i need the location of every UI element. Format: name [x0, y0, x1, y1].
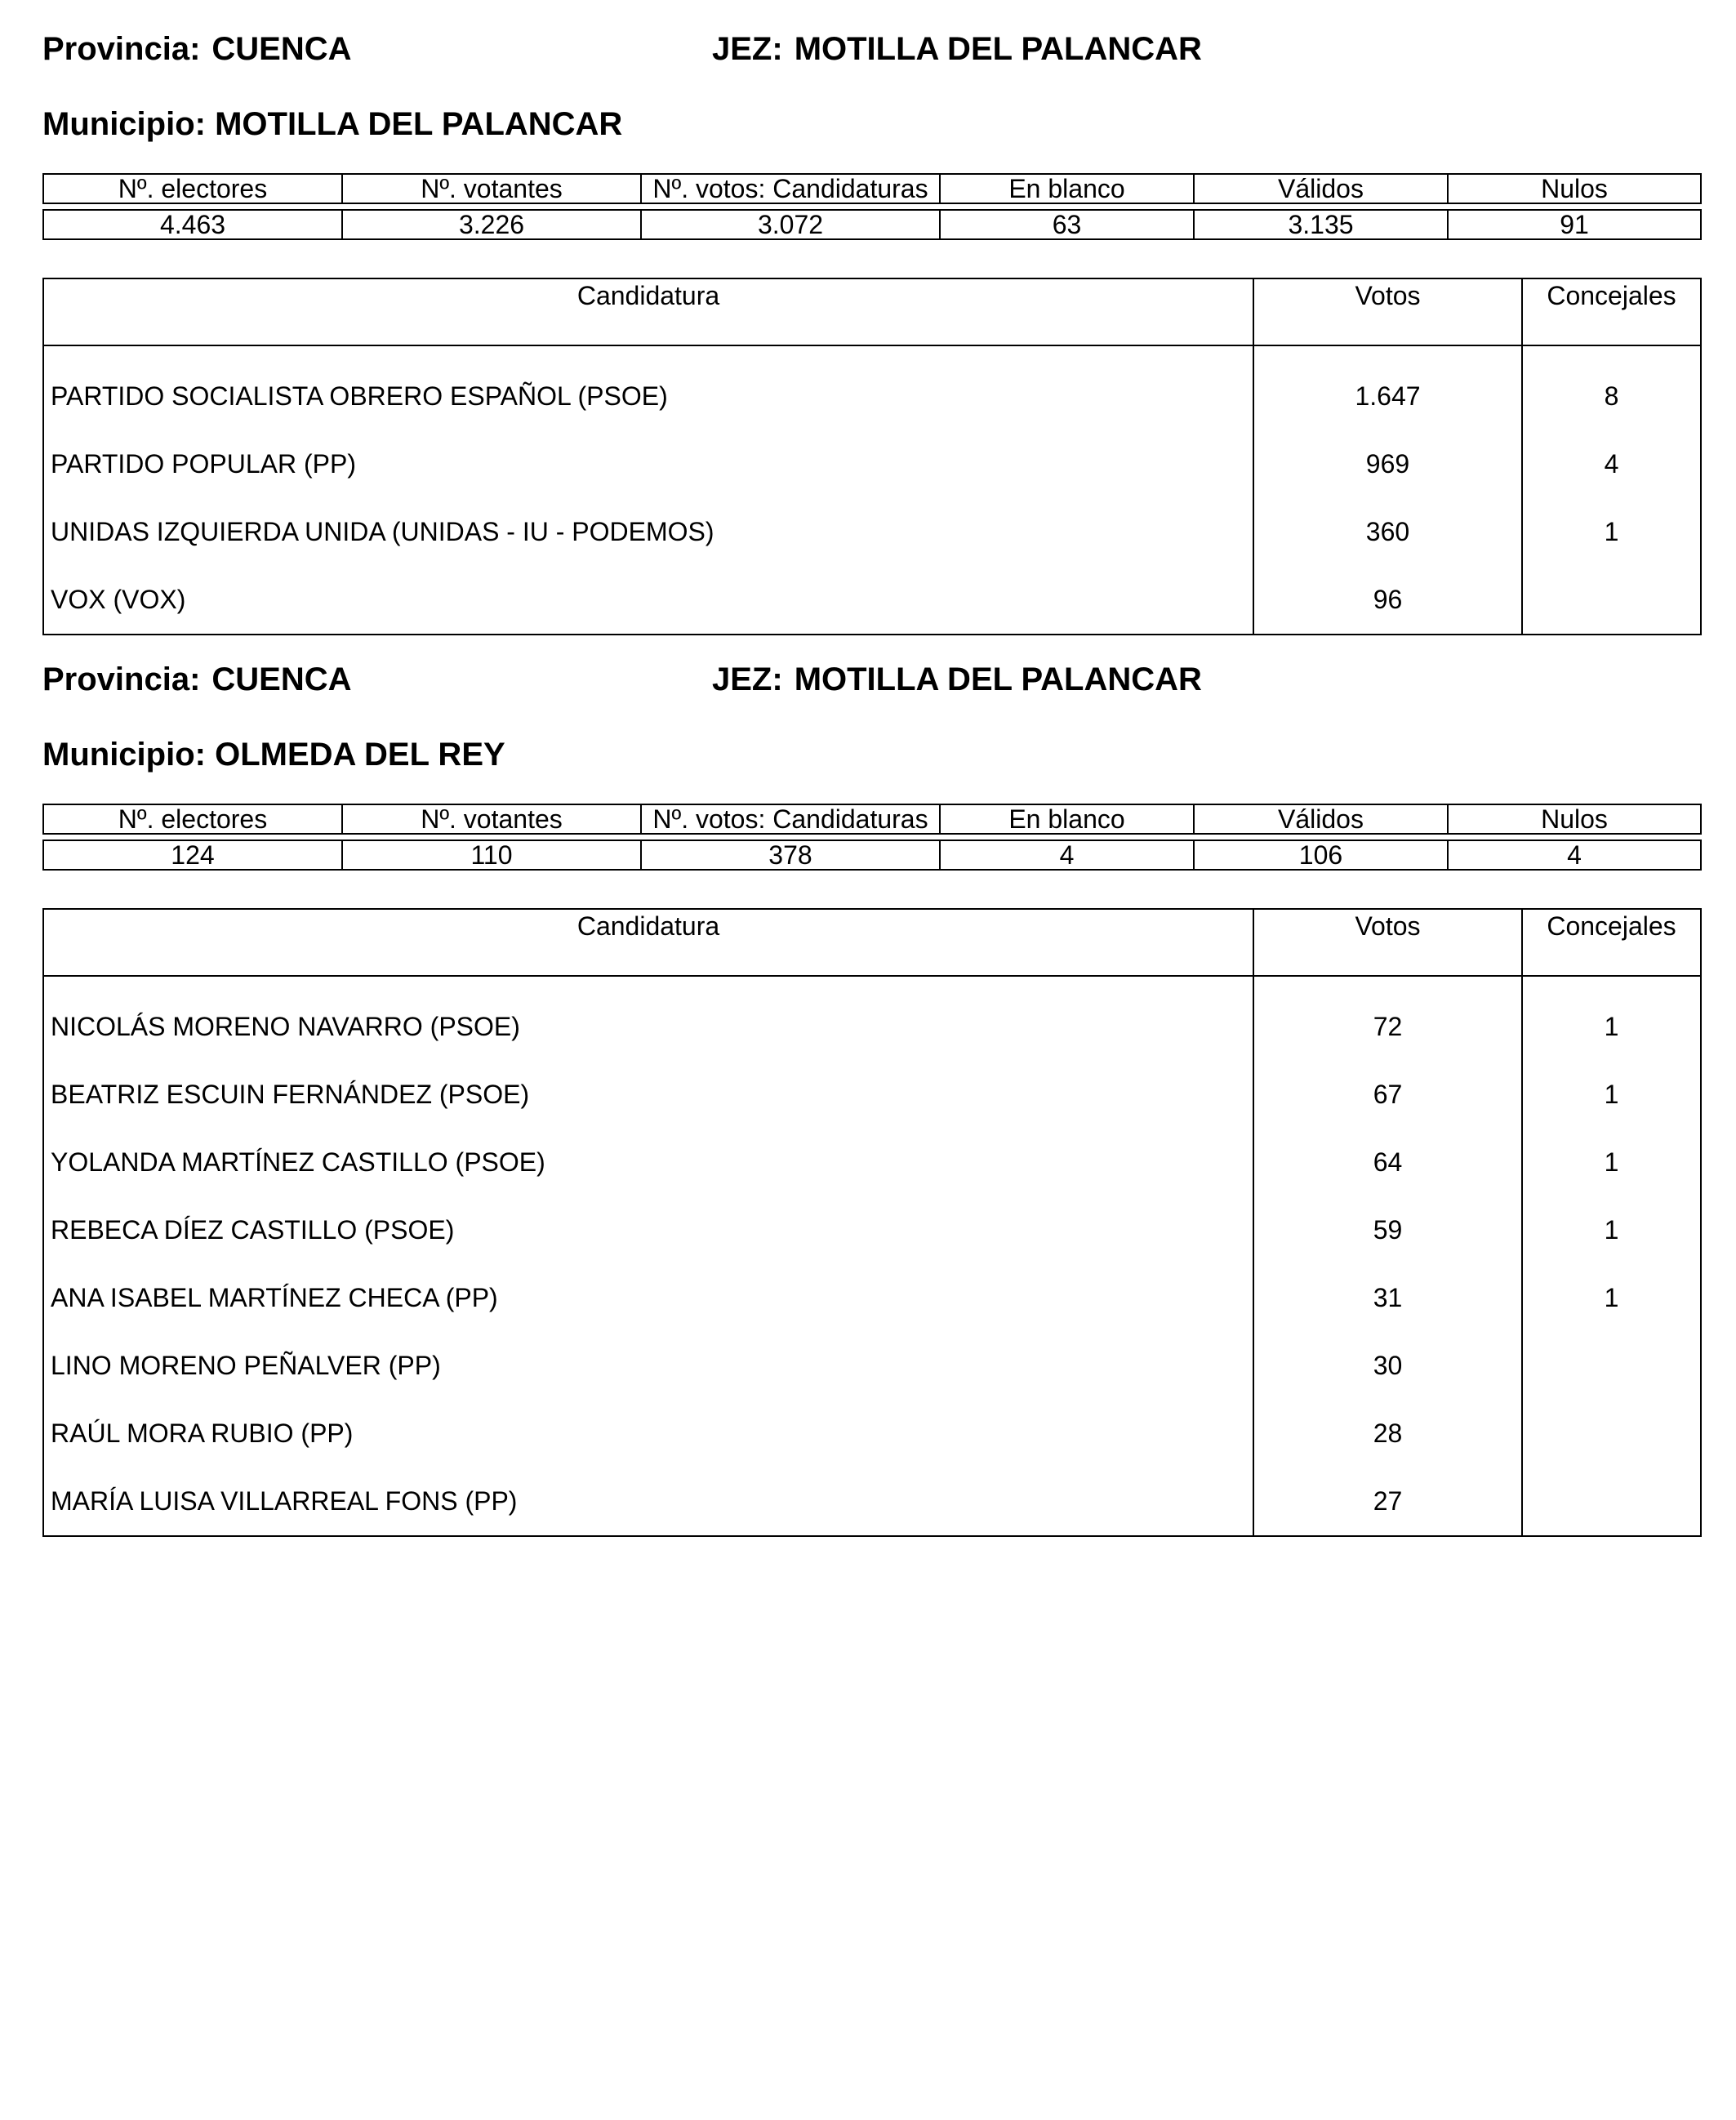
candidate-votes: 27 — [1253, 1468, 1522, 1536]
header-electores: Nº. electores — [43, 174, 342, 203]
candidate-name: YOLANDA MARTÍNEZ CASTILLO (PSOE) — [43, 1129, 1253, 1196]
header-nulos: Nulos — [1448, 804, 1701, 834]
value-nulos: 4 — [1448, 840, 1701, 870]
candidate-seats — [1522, 566, 1701, 635]
municipio-value: OLMEDA DEL REY — [215, 737, 505, 773]
candidate-votes: 360 — [1253, 498, 1522, 566]
candidate-votes: 969 — [1253, 430, 1522, 498]
table-row — [43, 1061, 1701, 1129]
candidate-name: MARÍA LUISA VILLARREAL FONS (PP) — [43, 1468, 1253, 1536]
candidate-name: UNIDAS IZQUIERDA UNIDA (UNIDAS - IU - PODEMOS) — [43, 498, 1253, 566]
header-votos-candidaturas: Nº. votos: Candidaturas — [641, 804, 940, 834]
header-votantes: Nº. votantes — [342, 804, 641, 834]
provincia-label: Provincia: — [42, 661, 201, 697]
value-votos-candidaturas: 378 — [641, 840, 940, 870]
turnout-values-row — [43, 840, 1701, 870]
table-row — [43, 1129, 1701, 1196]
header-votos-candidaturas: Nº. votos: Candidaturas — [641, 174, 940, 203]
value-validos: 3.135 — [1194, 210, 1448, 239]
candidate-seats: 8 — [1522, 363, 1701, 430]
header-nulos: Nulos — [1448, 174, 1701, 203]
jez-heading — [712, 663, 1202, 696]
value-en-blanco: 63 — [940, 210, 1194, 239]
header-votantes: Nº. votantes — [342, 174, 641, 203]
header-validos: Válidos — [1194, 804, 1448, 834]
table-row — [43, 566, 1701, 635]
header-electores: Nº. electores — [43, 804, 342, 834]
municipio-label: Municipio: — [42, 106, 206, 142]
value-electores: 124 — [43, 840, 342, 870]
candidate-seats: 1 — [1522, 1061, 1701, 1129]
candidate-votes: 67 — [1253, 1061, 1522, 1129]
turnout-table — [42, 173, 1702, 240]
header-candidatura: Candidatura — [43, 278, 1253, 345]
results-header-row — [43, 278, 1701, 345]
candidate-name: ANA ISABEL MARTÍNEZ CHECA (PP) — [43, 1264, 1253, 1332]
value-en-blanco: 4 — [940, 840, 1194, 870]
table-row — [43, 993, 1701, 1061]
candidate-votes: 64 — [1253, 1129, 1522, 1196]
candidate-votes: 28 — [1253, 1400, 1522, 1468]
table-row — [43, 1196, 1701, 1264]
candidate-name: LINO MORENO PEÑALVER (PP) — [43, 1332, 1253, 1400]
jez-label: JEZ: — [712, 31, 783, 67]
jez-value: MOTILLA DEL PALANCAR — [794, 661, 1202, 697]
municipio-heading — [42, 108, 622, 140]
candidate-name: REBECA DÍEZ CASTILLO (PSOE) — [43, 1196, 1253, 1264]
candidate-name: VOX (VOX) — [43, 566, 1253, 635]
section-motilla-del-palancar — [42, 29, 1700, 617]
value-votantes: 110 — [342, 840, 641, 870]
value-validos: 106 — [1194, 840, 1448, 870]
results-header-row — [43, 909, 1701, 976]
candidate-seats: 1 — [1522, 1129, 1701, 1196]
value-votos-candidaturas: 3.072 — [641, 210, 940, 239]
turnout-header-row — [43, 804, 1701, 834]
table-row — [43, 1400, 1701, 1468]
municipio-label: Municipio: — [42, 737, 206, 773]
provincia-value: CUENCA — [211, 661, 352, 697]
table-row — [43, 1264, 1701, 1332]
jez-heading — [712, 33, 1202, 65]
candidate-name: NICOLÁS MORENO NAVARRO (PSOE) — [43, 993, 1253, 1061]
candidate-votes: 96 — [1253, 566, 1522, 635]
header-validos: Válidos — [1194, 174, 1448, 203]
table-row — [43, 498, 1701, 566]
candidate-seats: 1 — [1522, 993, 1701, 1061]
municipio-heading — [42, 738, 505, 771]
candidate-seats: 1 — [1522, 1196, 1701, 1264]
candidate-name: PARTIDO SOCIALISTA OBRERO ESPAÑOL (PSOE) — [43, 363, 1253, 430]
candidate-seats: 4 — [1522, 430, 1701, 498]
turnout-values-row — [43, 210, 1701, 239]
candidate-seats — [1522, 1468, 1701, 1536]
provincia-label: Provincia: — [42, 31, 201, 67]
value-votantes: 3.226 — [342, 210, 641, 239]
table-row — [43, 1332, 1701, 1400]
results-table — [42, 278, 1702, 635]
candidate-name: BEATRIZ ESCUIN FERNÁNDEZ (PSOE) — [43, 1061, 1253, 1129]
jez-label: JEZ: — [712, 661, 783, 697]
header-votos: Votos — [1253, 278, 1522, 345]
candidate-seats: 1 — [1522, 498, 1701, 566]
header-en-blanco: En blanco — [940, 174, 1194, 203]
table-row — [43, 1468, 1701, 1536]
results-table — [42, 908, 1702, 1537]
section-olmeda-del-rey — [42, 660, 1700, 1558]
value-electores: 4.463 — [43, 210, 342, 239]
jez-value: MOTILLA DEL PALANCAR — [794, 31, 1202, 67]
municipio-value: MOTILLA DEL PALANCAR — [215, 106, 623, 142]
candidate-votes: 30 — [1253, 1332, 1522, 1400]
turnout-header-row — [43, 174, 1701, 203]
header-votos: Votos — [1253, 909, 1522, 976]
header-concejales: Concejales — [1522, 278, 1701, 345]
table-row — [43, 363, 1701, 430]
candidate-seats — [1522, 1332, 1701, 1400]
candidate-votes: 31 — [1253, 1264, 1522, 1332]
candidate-votes: 59 — [1253, 1196, 1522, 1264]
value-nulos: 91 — [1448, 210, 1701, 239]
provincia-value: CUENCA — [211, 31, 352, 67]
header-en-blanco: En blanco — [940, 804, 1194, 834]
turnout-table — [42, 804, 1702, 871]
header-candidatura: Candidatura — [43, 909, 1253, 976]
candidate-name: RAÚL MORA RUBIO (PP) — [43, 1400, 1253, 1468]
candidate-votes: 1.647 — [1253, 363, 1522, 430]
candidate-name: PARTIDO POPULAR (PP) — [43, 430, 1253, 498]
candidate-votes: 72 — [1253, 993, 1522, 1061]
provincia-heading — [42, 33, 352, 65]
candidate-seats — [1522, 1400, 1701, 1468]
candidate-seats: 1 — [1522, 1264, 1701, 1332]
header-concejales: Concejales — [1522, 909, 1701, 976]
provincia-heading — [42, 663, 352, 696]
table-row — [43, 430, 1701, 498]
